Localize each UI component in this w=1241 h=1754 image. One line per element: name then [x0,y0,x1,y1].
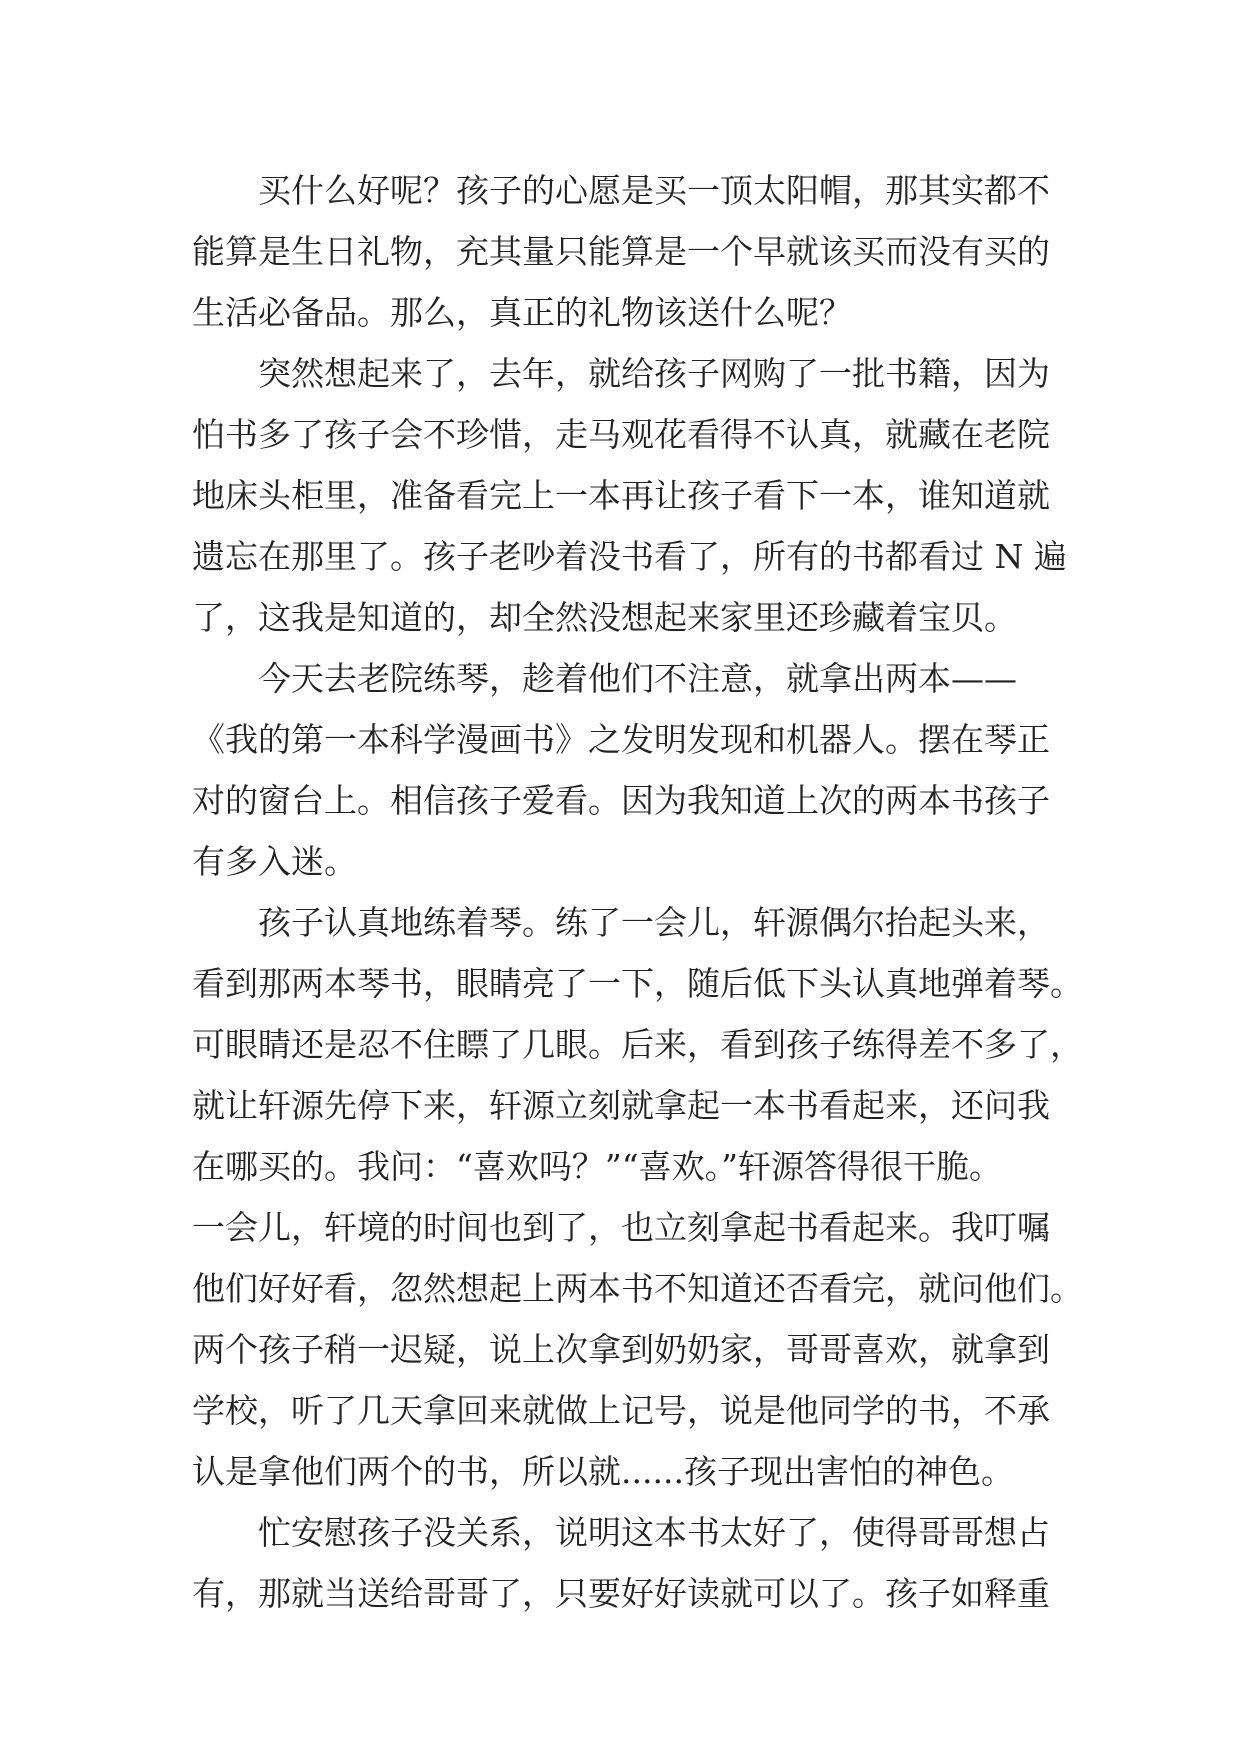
text-line: 对的窗台上。相信孩子爱看。因为我知道上次的两本书孩子 [192,781,1050,820]
text-line: 孩子认真地练着琴。练了一会儿，轩源偶尔抬起头来， [192,903,1050,942]
text-line: 两个孩子稍一迟疑，说上次拿到奶奶家，哥哥喜欢，就拿到 [192,1330,1050,1369]
text-line: 《我的第一本科学漫画书》之发明发现和机器人。摆在琴正 [192,720,1050,759]
text-line: 能算是生日礼物，充其量只能算是一个早就该买而没有买的 [192,232,1050,271]
text-line: 今天去老院练琴，趁着他们不注意，就拿出两本—— [192,659,1017,698]
text-line: 看到那两本琴书，眼睛亮了一下，随后低下头认真地弹着琴。 [192,964,1083,1003]
text-line: 突然想起来了，去年，就给孩子网购了一批书籍，因为 [192,354,1050,393]
text-line: 有多入迷。 [192,842,357,881]
text-line: 认是拿他们两个的书，所以就......孩子现出害怕的神色。 [192,1452,1014,1491]
text-line: 可眼睛还是忍不住瞟了几眼。后来，看到孩子练得差不多了， [192,1025,1083,1064]
text-line: 在哪买的。我问：“喜欢吗？”“喜欢。”轩源答得很干脆。 [192,1147,1002,1186]
text-line: 忙安慰孩子没关系，说明这本书太好了，使得哥哥想占 [192,1513,1050,1552]
text-line: 怕书多了孩子会不珍惜，走马观花看得不认真，就藏在老院 [192,415,1050,454]
text-line: 了，这我是知道的，却全然没想起来家里还珍藏着宝贝。 [192,598,1017,637]
text-line: 就让轩源先停下来，轩源立刻就拿起一本书看起来，还问我 [192,1086,1050,1125]
text-line: 地床头柜里，准备看完上一本再让孩子看下一本，谁知道就 [192,476,1050,515]
text-line: 一会儿，轩境的时间也到了，也立刻拿起书看起来。我叮嘱 [192,1208,1050,1247]
text-line: 有，那就当送给哥哥了，只要好好读就可以了。孩子如释重 [192,1574,1050,1613]
text-line: 买什么好呢？孩子的心愿是买一顶太阳帽，那其实都不 [192,171,1050,210]
body-text [192,160,1083,1624]
text-line: 学校，听了几天拿回来就做上记号，说是他同学的书，不承 [192,1391,1050,1430]
text-line: 遗忘在那里了。孩子老吵着没书看了，所有的书都看过 N 遍 [192,537,1067,576]
text-line: 他们好好看，忽然想起上两本书不知道还否看完，就问他们。 [192,1269,1083,1308]
text-line: 生活必备品。那么，真正的礼物该送什么呢？ [192,293,852,332]
